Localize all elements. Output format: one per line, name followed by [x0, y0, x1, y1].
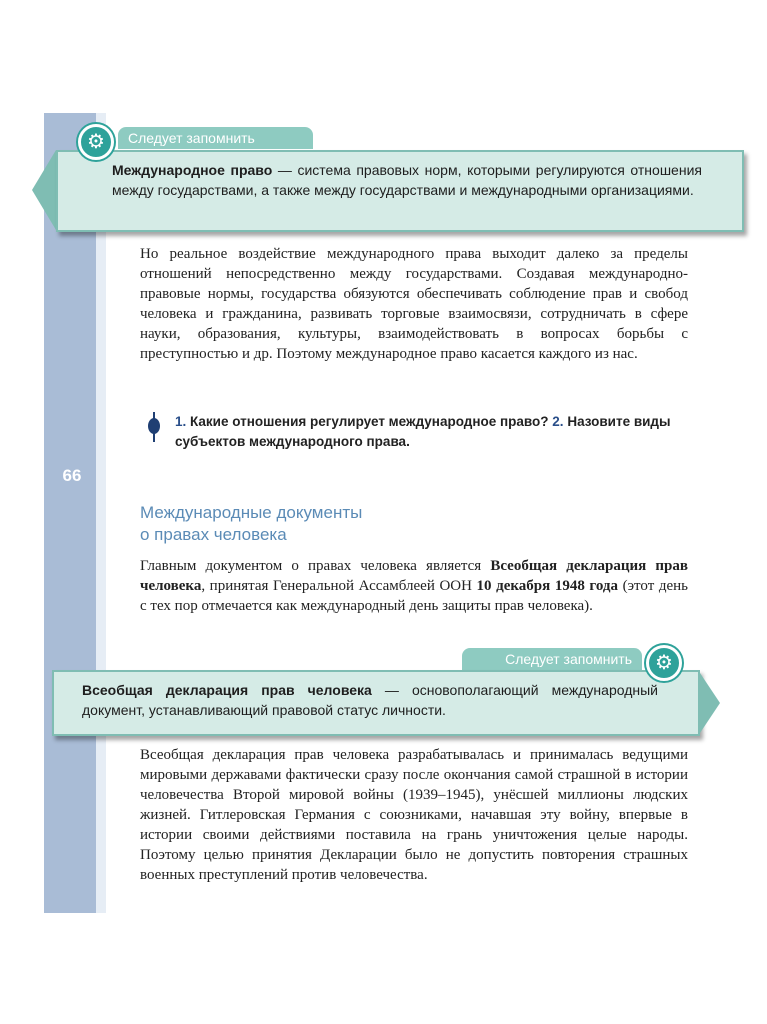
callout-definition: — система правовых норм, которыми регулируются отношения между государствами, а также между государствами и международными организациями.: [112, 162, 702, 198]
text: , принятая Генеральной Ассамблеей ООН: [201, 578, 477, 594]
callout-tab: Следует запомнить: [462, 648, 642, 670]
body-paragraph: [140, 556, 688, 616]
heading-line: Международные документы: [140, 503, 363, 522]
body-paragraph: Всеобщая декларация прав человека разрабатывалась и принималась ведущими мировыми державами фактически сразу после окончания самой страшной в истории человечества Второй мировой войны (1939–1945), унёсшей миллионы людских жизней. Гитлеровская Германия с союзниками, начавшая эту войну, впервые в истории своими действиями поставила на грань уничтожения целые народы. Поэтому целью принятия Декларации было не допустить повторения страшных военных преступлений против человечества.: [140, 747, 688, 883]
definition-callout: [56, 150, 744, 232]
text: Главным документом о правах человека является: [140, 558, 491, 574]
callout-arrow: [32, 150, 56, 230]
callout-term: Международное право: [112, 162, 273, 178]
question-text: Назовите виды субъектов международного права.: [175, 414, 671, 449]
page-number: 66: [62, 466, 82, 485]
callout-term: Всеобщая декларация прав человека: [82, 682, 372, 698]
question-number: 1.: [175, 414, 187, 429]
definition-callout: [52, 670, 700, 736]
callout-arrow: [698, 670, 720, 736]
callout-tab: Следует запомнить: [118, 127, 313, 149]
question-pin-icon: [148, 412, 160, 442]
margin-strip-light: [96, 113, 106, 913]
question-text: Какие отношения регулирует международное право?: [186, 414, 553, 429]
body-paragraph: Но реальное воздействие международного права выходит далеко за пределы отношений непосредственно между государствами. Создавая международно-правовые нормы, государства обязуются обеспечивать соблюдение прав и свобод человека и гражданина, развивать торговые взаимосвязи, сотрудничать в сфере науки, образования, культуры, взаимодействовать в вопросах борьбы с преступностью и др. Поэтому международное право касается каждого из нас.: [140, 246, 688, 362]
question-number: 2.: [552, 414, 564, 429]
text: (этот день с тех пор отмечается как международный день защиты прав человека).: [140, 578, 689, 614]
margin-strip: [44, 113, 96, 913]
bold-date: 10 декабря 1948 года: [476, 578, 619, 594]
gear-icon: ⚙: [78, 124, 114, 160]
review-questions: [175, 412, 690, 452]
section-heading: [140, 502, 362, 546]
callout-definition: — основополагающий международный документ, устанавливающий правовой статус личности.: [82, 682, 658, 718]
bold-term: Всеобщая декларация прав человека: [140, 558, 688, 594]
gear-icon: ⚙: [646, 645, 682, 681]
heading-line: о правах человека: [140, 525, 287, 544]
